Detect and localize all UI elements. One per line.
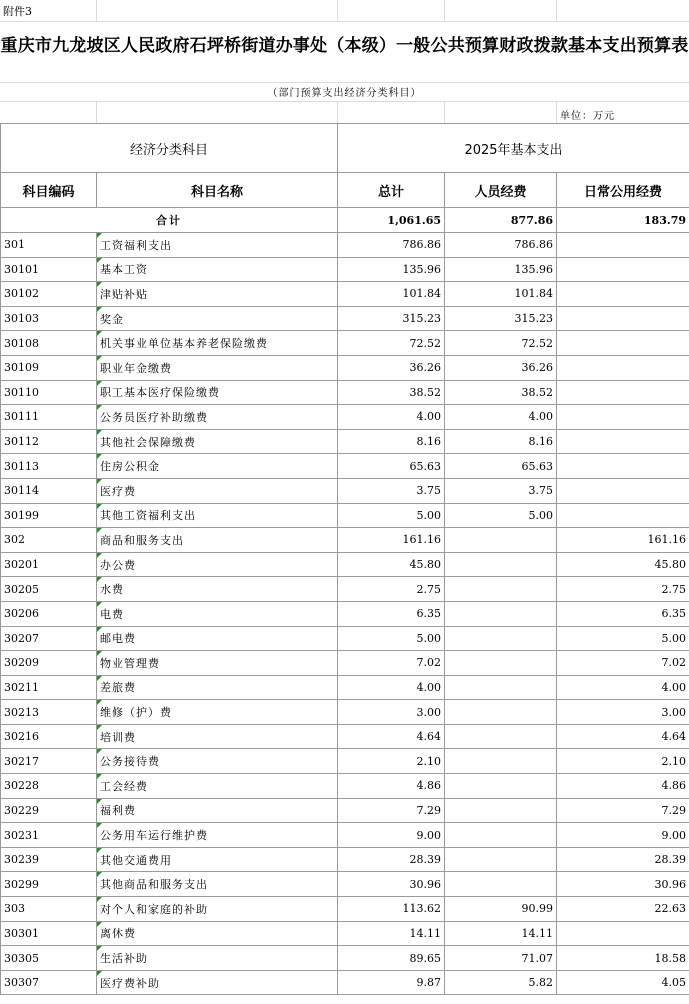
row-code: 30114 — [1, 478, 97, 503]
row-name: 公务员医疗补助缴费 — [97, 405, 338, 430]
row-total: 5.00 — [338, 626, 445, 651]
row-personnel: 14.11 — [445, 921, 557, 946]
row-name: 津贴补贴 — [97, 282, 338, 307]
table-row — [1, 872, 689, 897]
row-personnel: 38.52 — [445, 380, 557, 405]
row-code: 302 — [1, 528, 97, 553]
row-personnel: 135.96 — [445, 257, 557, 282]
row-code: 30101 — [1, 257, 97, 282]
row-personnel — [445, 774, 557, 799]
grid-line — [444, 101, 445, 123]
row-code: 30229 — [1, 798, 97, 823]
page-title: 重庆市九龙坡区人民政府石坪桥街道办事处（本级）一般公共预算财政拨款基本支出预算表 — [0, 36, 689, 56]
table-row — [1, 503, 689, 528]
row-public: 9.00 — [557, 823, 689, 848]
grid-line — [96, 101, 97, 123]
row-public — [557, 921, 689, 946]
row-public: 2.10 — [557, 749, 689, 774]
row-public: 45.80 — [557, 552, 689, 577]
row-total: 8.16 — [338, 429, 445, 454]
row-total: 113.62 — [338, 897, 445, 922]
row-public: 3.00 — [557, 700, 689, 725]
table-row — [1, 700, 689, 725]
row-personnel: 8.16 — [445, 429, 557, 454]
unit-label: 单位：万元 — [560, 111, 615, 122]
total-row — [1, 208, 689, 233]
table-row — [1, 380, 689, 405]
row-personnel — [445, 700, 557, 725]
attachment-label: 附件3 — [3, 5, 32, 18]
row-code: 30201 — [1, 552, 97, 577]
row-personnel — [445, 749, 557, 774]
total-label: 合计 — [1, 208, 338, 233]
row-public: 4.64 — [557, 724, 689, 749]
table-row — [1, 774, 689, 799]
row-total: 7.29 — [338, 798, 445, 823]
row-personnel: 101.84 — [445, 282, 557, 307]
row-public: 5.00 — [557, 626, 689, 651]
row-public — [557, 429, 689, 454]
row-name: 物业管理费 — [97, 651, 338, 676]
row-public — [557, 233, 689, 258]
row-public: 2.75 — [557, 577, 689, 602]
table-row — [1, 454, 689, 479]
row-public: 7.29 — [557, 798, 689, 823]
cell-marker-icon — [97, 381, 102, 386]
cell-marker-icon — [97, 872, 102, 877]
total-public: 183.79 — [557, 208, 689, 233]
row-personnel — [445, 798, 557, 823]
table-row — [1, 946, 689, 971]
grid-line — [96, 0, 97, 21]
row-personnel — [445, 552, 557, 577]
row-public — [557, 405, 689, 430]
row-code: 30108 — [1, 331, 97, 356]
row-total: 45.80 — [338, 552, 445, 577]
table-row — [1, 897, 689, 922]
cell-marker-icon — [97, 331, 102, 336]
row-total: 9.87 — [338, 970, 445, 995]
row-total: 6.35 — [338, 601, 445, 626]
row-personnel — [445, 601, 557, 626]
row-code: 303 — [1, 897, 97, 922]
name-header: 科目名称 — [97, 173, 338, 208]
row-code: 30113 — [1, 454, 97, 479]
row-total: 7.02 — [338, 651, 445, 676]
grid-line — [444, 0, 445, 21]
row-name: 职业年金缴费 — [97, 355, 338, 380]
row-code: 30109 — [1, 355, 97, 380]
row-public — [557, 355, 689, 380]
table-row — [1, 552, 689, 577]
row-name: 培训费 — [97, 724, 338, 749]
table-row — [1, 601, 689, 626]
cell-marker-icon — [97, 430, 102, 435]
row-code: 30307 — [1, 970, 97, 995]
cell-marker-icon — [97, 971, 102, 976]
row-name: 机关事业单位基本养老保险缴费 — [97, 331, 338, 356]
cell-marker-icon — [97, 577, 102, 582]
row-code: 30102 — [1, 282, 97, 307]
table-row — [1, 405, 689, 430]
row-total: 36.26 — [338, 355, 445, 380]
table-row — [1, 306, 689, 331]
row-public — [557, 503, 689, 528]
row-total: 65.63 — [338, 454, 445, 479]
row-code: 30206 — [1, 601, 97, 626]
page-subtitle: （部门预算支出经济分类科目） — [267, 88, 422, 99]
grid-line — [0, 101, 689, 102]
row-name: 奖金 — [97, 306, 338, 331]
row-name: 其他社会保障缴费 — [97, 429, 338, 454]
table-row — [1, 528, 689, 553]
cell-marker-icon — [97, 725, 102, 730]
cell-marker-icon — [97, 258, 102, 263]
cell-marker-icon — [97, 676, 102, 681]
cell-marker-icon — [97, 774, 102, 779]
row-code: 30103 — [1, 306, 97, 331]
table-row — [1, 847, 689, 872]
table-row — [1, 355, 689, 380]
row-code: 30213 — [1, 700, 97, 725]
row-total: 30.96 — [338, 872, 445, 897]
table-row — [1, 331, 689, 356]
total-header: 总计 — [338, 173, 445, 208]
row-personnel: 5.82 — [445, 970, 557, 995]
table-row — [1, 651, 689, 676]
row-public — [557, 478, 689, 503]
row-personnel: 36.26 — [445, 355, 557, 380]
row-total: 4.00 — [338, 405, 445, 430]
cell-marker-icon — [97, 356, 102, 361]
basic-expenditure-header: 2025年基本支出 — [338, 124, 689, 173]
row-code: 30239 — [1, 847, 97, 872]
table-row — [1, 921, 689, 946]
row-personnel: 4.00 — [445, 405, 557, 430]
total-total: 1,061.65 — [338, 208, 445, 233]
row-name: 水费 — [97, 577, 338, 602]
row-name: 其他交通费用 — [97, 847, 338, 872]
row-public: 7.02 — [557, 651, 689, 676]
row-personnel — [445, 872, 557, 897]
row-name: 工资福利支出 — [97, 233, 338, 258]
row-total: 28.39 — [338, 847, 445, 872]
row-code: 30299 — [1, 872, 97, 897]
cell-marker-icon — [97, 528, 102, 533]
table-row — [1, 823, 689, 848]
econ-class-header: 经济分类科目 — [1, 124, 338, 173]
row-public: 28.39 — [557, 847, 689, 872]
table-row — [1, 478, 689, 503]
row-code: 30217 — [1, 749, 97, 774]
grid-line — [0, 21, 689, 22]
row-personnel: 315.23 — [445, 306, 557, 331]
row-code: 30110 — [1, 380, 97, 405]
row-public: 6.35 — [557, 601, 689, 626]
row-total: 2.10 — [338, 749, 445, 774]
cell-marker-icon — [97, 307, 102, 312]
cell-marker-icon — [97, 651, 102, 656]
cell-marker-icon — [97, 454, 102, 459]
row-personnel: 3.75 — [445, 478, 557, 503]
row-code: 30228 — [1, 774, 97, 799]
row-public: 4.00 — [557, 675, 689, 700]
row-name: 医疗费 — [97, 478, 338, 503]
row-personnel — [445, 823, 557, 848]
row-code: 30305 — [1, 946, 97, 971]
row-public: 161.16 — [557, 528, 689, 553]
row-personnel — [445, 724, 557, 749]
row-public — [557, 282, 689, 307]
cell-marker-icon — [97, 479, 102, 484]
row-total: 101.84 — [338, 282, 445, 307]
row-name: 福利费 — [97, 798, 338, 823]
row-name: 职工基本医疗保险缴费 — [97, 380, 338, 405]
cell-marker-icon — [97, 946, 102, 951]
row-public — [557, 306, 689, 331]
cell-marker-icon — [97, 233, 102, 238]
row-personnel: 786.86 — [445, 233, 557, 258]
row-total: 3.00 — [338, 700, 445, 725]
row-total: 38.52 — [338, 380, 445, 405]
row-code: 30231 — [1, 823, 97, 848]
row-personnel: 5.00 — [445, 503, 557, 528]
row-public — [557, 331, 689, 356]
row-public: 4.86 — [557, 774, 689, 799]
row-name: 差旅费 — [97, 675, 338, 700]
row-public: 22.63 — [557, 897, 689, 922]
row-total: 89.65 — [338, 946, 445, 971]
grid-line — [556, 101, 557, 123]
row-public: 18.58 — [557, 946, 689, 971]
row-total: 161.16 — [338, 528, 445, 553]
table-row — [1, 970, 689, 995]
grid-line — [0, 82, 689, 83]
row-name: 维修（护）费 — [97, 700, 338, 725]
row-code: 30199 — [1, 503, 97, 528]
row-total: 786.86 — [338, 233, 445, 258]
row-total: 9.00 — [338, 823, 445, 848]
row-total: 315.23 — [338, 306, 445, 331]
table-row — [1, 724, 689, 749]
row-name: 办公费 — [97, 552, 338, 577]
cell-marker-icon — [97, 627, 102, 632]
row-total: 3.75 — [338, 478, 445, 503]
row-name: 对个人和家庭的补助 — [97, 897, 338, 922]
cell-marker-icon — [97, 823, 102, 828]
row-total: 72.52 — [338, 331, 445, 356]
row-name: 生活补助 — [97, 946, 338, 971]
row-code: 30211 — [1, 675, 97, 700]
row-code: 30216 — [1, 724, 97, 749]
cell-marker-icon — [97, 282, 102, 287]
grid-line — [337, 0, 338, 21]
row-name: 公务用车运行维护费 — [97, 823, 338, 848]
row-total: 4.00 — [338, 675, 445, 700]
row-name: 电费 — [97, 601, 338, 626]
row-personnel — [445, 626, 557, 651]
table-row — [1, 675, 689, 700]
cell-marker-icon — [97, 504, 102, 509]
row-personnel — [445, 651, 557, 676]
grid-line — [337, 101, 338, 123]
total-personnel: 877.86 — [445, 208, 557, 233]
cell-marker-icon — [97, 602, 102, 607]
row-personnel: 65.63 — [445, 454, 557, 479]
header-row-2 — [1, 173, 689, 208]
row-total: 4.86 — [338, 774, 445, 799]
row-code: 30207 — [1, 626, 97, 651]
row-code: 301 — [1, 233, 97, 258]
row-name: 邮电费 — [97, 626, 338, 651]
table-row — [1, 257, 689, 282]
row-name: 工会经费 — [97, 774, 338, 799]
cell-marker-icon — [97, 848, 102, 853]
row-total: 4.64 — [338, 724, 445, 749]
code-header: 科目编码 — [1, 173, 97, 208]
row-code: 30301 — [1, 921, 97, 946]
row-code: 30111 — [1, 405, 97, 430]
row-total: 5.00 — [338, 503, 445, 528]
grid-line — [556, 0, 557, 21]
row-name: 公务接待费 — [97, 749, 338, 774]
row-name: 住房公积金 — [97, 454, 338, 479]
row-name: 其他商品和服务支出 — [97, 872, 338, 897]
table-row — [1, 233, 689, 258]
table-row — [1, 749, 689, 774]
table-row — [1, 626, 689, 651]
row-personnel: 72.52 — [445, 331, 557, 356]
row-code: 30205 — [1, 577, 97, 602]
row-personnel — [445, 847, 557, 872]
cell-marker-icon — [97, 405, 102, 410]
row-total: 2.75 — [338, 577, 445, 602]
row-name: 商品和服务支出 — [97, 528, 338, 553]
row-code: 30209 — [1, 651, 97, 676]
row-personnel — [445, 528, 557, 553]
cell-marker-icon — [97, 897, 102, 902]
header-row-1 — [1, 124, 689, 173]
row-public — [557, 454, 689, 479]
row-public: 4.05 — [557, 970, 689, 995]
personnel-header: 人员经费 — [445, 173, 557, 208]
row-total: 14.11 — [338, 921, 445, 946]
table-row — [1, 429, 689, 454]
row-total: 135.96 — [338, 257, 445, 282]
row-personnel — [445, 675, 557, 700]
row-personnel: 71.07 — [445, 946, 557, 971]
table-row — [1, 577, 689, 602]
row-public — [557, 380, 689, 405]
row-name: 医疗费补助 — [97, 970, 338, 995]
row-public: 30.96 — [557, 872, 689, 897]
cell-marker-icon — [97, 553, 102, 558]
row-public — [557, 257, 689, 282]
cell-marker-icon — [97, 922, 102, 927]
cell-marker-icon — [97, 799, 102, 804]
row-personnel: 90.99 — [445, 897, 557, 922]
row-name: 基本工资 — [97, 257, 338, 282]
table-row — [1, 798, 689, 823]
cell-marker-icon — [97, 700, 102, 705]
row-personnel — [445, 577, 557, 602]
table-row — [1, 282, 689, 307]
row-code: 30112 — [1, 429, 97, 454]
budget-table — [0, 123, 689, 995]
cell-marker-icon — [97, 749, 102, 754]
row-name: 离休费 — [97, 921, 338, 946]
row-name: 其他工资福利支出 — [97, 503, 338, 528]
public-header: 日常公用经费 — [557, 173, 689, 208]
